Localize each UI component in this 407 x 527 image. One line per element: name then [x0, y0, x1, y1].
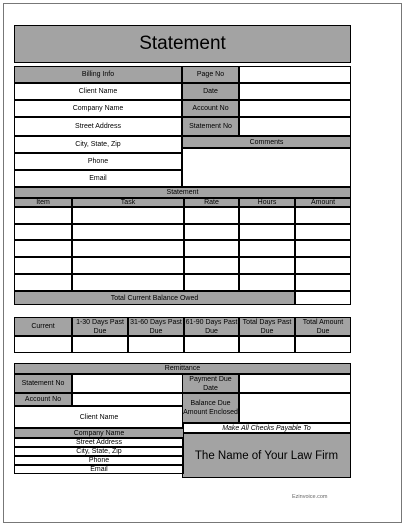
- statement-cell[interactable]: [184, 224, 239, 240]
- remit-statement-no-label: Statement No: [14, 374, 72, 393]
- aging-col-2: 1-30 Days Past Due: [72, 317, 128, 336]
- remit-address-field-1: Company Name: [14, 428, 184, 438]
- aging-col-4: 61-90 Days Past Due: [185, 318, 238, 335]
- remit-address-field-3: City, State, Zip: [14, 447, 184, 456]
- statement-cell[interactable]: [72, 240, 184, 257]
- billing-field-5: Phone: [14, 153, 182, 170]
- statement-cell[interactable]: [72, 224, 184, 240]
- statement-cell[interactable]: [239, 274, 295, 291]
- payment-due-input[interactable]: [239, 374, 351, 393]
- statement-cell[interactable]: [184, 207, 239, 224]
- statement-cell[interactable]: [295, 240, 351, 257]
- statement-cell[interactable]: [239, 207, 295, 224]
- statement-cell[interactable]: [295, 224, 351, 240]
- aging-value-1[interactable]: [14, 336, 72, 353]
- statement-cell[interactable]: [295, 257, 351, 274]
- statement-cell[interactable]: [295, 274, 351, 291]
- statement-col-5: Amount: [295, 198, 351, 207]
- statement-col-2: Task: [72, 198, 184, 207]
- statement-cell[interactable]: [14, 240, 72, 257]
- meta-label-4: Statement No: [182, 117, 239, 136]
- aging-value-6[interactable]: [295, 336, 351, 353]
- page-title: Statement: [14, 25, 351, 63]
- meta-input-3[interactable]: [239, 100, 351, 117]
- remit-address-field-5: Email: [14, 465, 184, 474]
- aging-col-1: Current: [14, 317, 72, 336]
- meta-label-1: Page No: [182, 66, 239, 83]
- payment-due-label: Payment Due Date: [182, 374, 239, 393]
- law-firm-name: The Name of Your Law Firm: [182, 433, 351, 478]
- statement-cell[interactable]: [239, 224, 295, 240]
- meta-input-4[interactable]: [239, 117, 351, 136]
- statement-cell[interactable]: [14, 257, 72, 274]
- remit-address-field-2: Street Address: [14, 438, 184, 447]
- comments-header: Comments: [182, 136, 351, 148]
- statement-cell[interactable]: [295, 207, 351, 224]
- aging-col-3: 31-60 Days Past Due: [128, 317, 184, 336]
- aging-value-2[interactable]: [72, 336, 128, 353]
- billing-field-3: Street Address: [14, 117, 182, 136]
- meta-label-3: Account No: [182, 100, 239, 117]
- aging-col-6: Total Amount Due: [295, 317, 351, 336]
- statement-cell[interactable]: [72, 257, 184, 274]
- meta-input-1[interactable]: [239, 66, 351, 83]
- billing-field-6: Email: [14, 170, 182, 187]
- statement-col-3: Rate: [184, 198, 239, 207]
- footer-brand: Ezinvoice.com: [292, 494, 328, 500]
- remit-statement-no-input[interactable]: [72, 374, 184, 393]
- billing-field-2: Company Name: [14, 100, 182, 117]
- statement-section-header: Statement: [14, 187, 351, 198]
- balance-owed-value[interactable]: [295, 291, 351, 305]
- aging-value-5[interactable]: [239, 336, 295, 353]
- checks-payable-note: Make All Checks Payable To: [182, 423, 351, 433]
- statement-cell[interactable]: [14, 207, 72, 224]
- statement-cell[interactable]: [184, 257, 239, 274]
- billing-info-header: Billing Info: [14, 66, 182, 83]
- remit-client-name-field: Client Name: [14, 406, 184, 428]
- statement-cell[interactable]: [14, 224, 72, 240]
- balance-due-label: Balance Due Amount Enclosed: [182, 393, 239, 423]
- aging-value-3[interactable]: [128, 336, 184, 353]
- remit-address-field-4: Phone: [14, 456, 184, 465]
- statement-cell[interactable]: [239, 240, 295, 257]
- statement-cell[interactable]: [72, 207, 184, 224]
- remit-account-no-input[interactable]: [72, 393, 184, 406]
- comments-field[interactable]: [182, 148, 351, 187]
- billing-field-4: City, State, Zip: [14, 136, 182, 153]
- statement-form: [3, 3, 402, 523]
- balance-owed-label: Total Current Balance Owed: [14, 291, 295, 305]
- statement-col-1: Item: [14, 198, 72, 207]
- meta-label-2: Date: [182, 83, 239, 100]
- statement-cell[interactable]: [14, 274, 72, 291]
- statement-cell[interactable]: [72, 274, 184, 291]
- remit-account-no-label: Account No: [14, 393, 72, 406]
- aging-col-5: Total Days Past Due: [239, 317, 295, 336]
- statement-cell[interactable]: [239, 257, 295, 274]
- balance-due-input[interactable]: [239, 393, 351, 423]
- statement-col-4: Hours: [239, 198, 295, 207]
- remittance-section-header: Remittance: [14, 363, 351, 374]
- billing-field-1: Client Name: [14, 83, 182, 100]
- statement-cell[interactable]: [184, 240, 239, 257]
- aging-value-4[interactable]: [184, 336, 239, 353]
- statement-cell[interactable]: [184, 274, 239, 291]
- meta-input-2[interactable]: [239, 83, 351, 100]
